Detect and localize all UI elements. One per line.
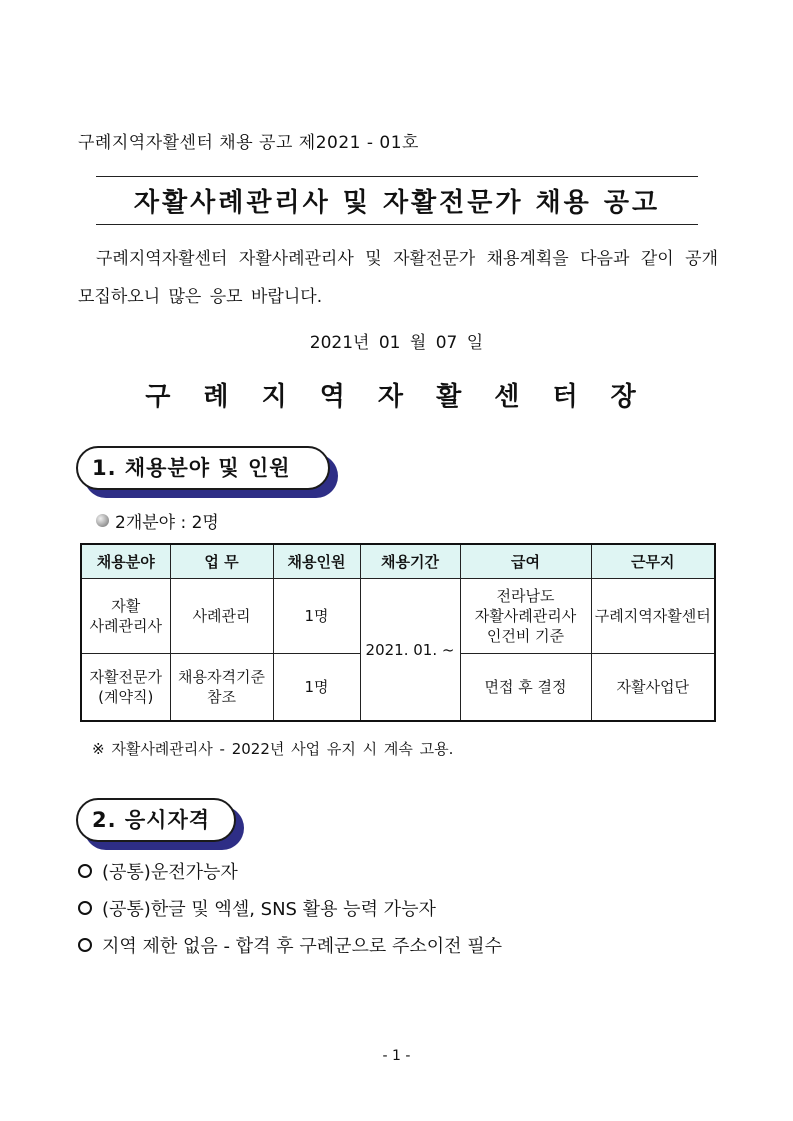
cell-field-line: 자활 — [111, 597, 141, 615]
employment-note: ※ 자활사례관리사 - 2022년 사업 유지 시 계속 고용. — [92, 740, 454, 758]
cell-field-line: 사례관리사 — [89, 617, 162, 635]
cell-duty — [170, 654, 273, 722]
cell-duty-line: 참조 — [207, 688, 236, 706]
ring-bullet-icon — [78, 901, 92, 915]
requirement-text: 지역 제한 없음 - 합격 후 구례군으로 주소이전 필수 — [102, 936, 503, 957]
header-pay: 급여 — [460, 544, 591, 579]
cell-field — [81, 654, 170, 722]
title-bottom-rule — [96, 224, 698, 225]
cell-pay-line: 전라남도 — [496, 587, 555, 605]
requirement-item — [78, 932, 502, 958]
cell-location: 자활사업단 — [591, 654, 715, 722]
cell-count: 1명 — [273, 654, 360, 722]
section1-heading: 1. 채용분야 및 인원 — [76, 446, 330, 490]
notice-number: 구례지역자활센터 채용 공고 제2021 - 01호 — [78, 133, 419, 153]
intro-paragraph: 구례지역자활센터 자활사례관리사 및 자활전문가 채용계획을 다음과 같이 공개 모집하오니 많은 응모 바랍니다. — [78, 249, 718, 307]
cell-duty: 사례관리 — [170, 579, 273, 654]
cell-field-line: (계약직) — [98, 688, 154, 706]
requirement-item — [78, 858, 238, 884]
cell-location: 구례지역자활센터 — [591, 579, 715, 654]
document-title: 자활사례관리사 및 자활전문가 채용 공고 — [133, 188, 661, 218]
organization-name: 구 례 지 역 자 활 센 터 장 — [145, 382, 648, 412]
header-period: 채용기간 — [360, 544, 460, 579]
requirement-text: (공통)한글 및 엑셀, SNS 활용 능력 가능자 — [102, 899, 436, 920]
requirement-text: (공통)운전가능자 — [102, 862, 238, 883]
title-top-rule — [96, 176, 698, 177]
cell-field — [81, 579, 170, 654]
recruitment-summary-text: 2개분야 : 2명 — [115, 513, 219, 533]
section1-heading-badge — [76, 446, 330, 490]
cell-duty-line: 채용자격기준 — [178, 668, 265, 686]
section2-heading: 2. 응시자격 — [76, 798, 236, 842]
header-field: 채용분야 — [81, 544, 170, 579]
ring-bullet-icon — [78, 864, 92, 878]
cell-period: 2021. 01. ~ — [360, 579, 460, 722]
page-number: - 1 - — [382, 1048, 411, 1064]
table-row — [81, 579, 715, 654]
ring-bullet-icon — [78, 938, 92, 952]
cell-pay-line: 인건비 기준 — [486, 627, 565, 645]
cell-pay — [460, 579, 591, 654]
requirement-item — [78, 895, 436, 921]
table-header-row — [81, 544, 715, 579]
cell-field-line: 자활전문가 — [89, 668, 162, 686]
header-duty: 업 무 — [170, 544, 273, 579]
bullet-ball-icon — [96, 514, 109, 527]
section2-heading-badge — [76, 798, 236, 842]
recruitment-table — [80, 543, 716, 722]
header-count: 채용인원 — [273, 544, 360, 579]
cell-pay-line: 자활사례관리사 — [474, 607, 577, 625]
announcement-date: 2021년 01 월 07 일 — [309, 333, 484, 353]
header-location: 근무지 — [591, 544, 715, 579]
cell-pay: 면접 후 결정 — [460, 654, 591, 722]
recruitment-summary — [96, 508, 219, 533]
cell-count: 1명 — [273, 579, 360, 654]
